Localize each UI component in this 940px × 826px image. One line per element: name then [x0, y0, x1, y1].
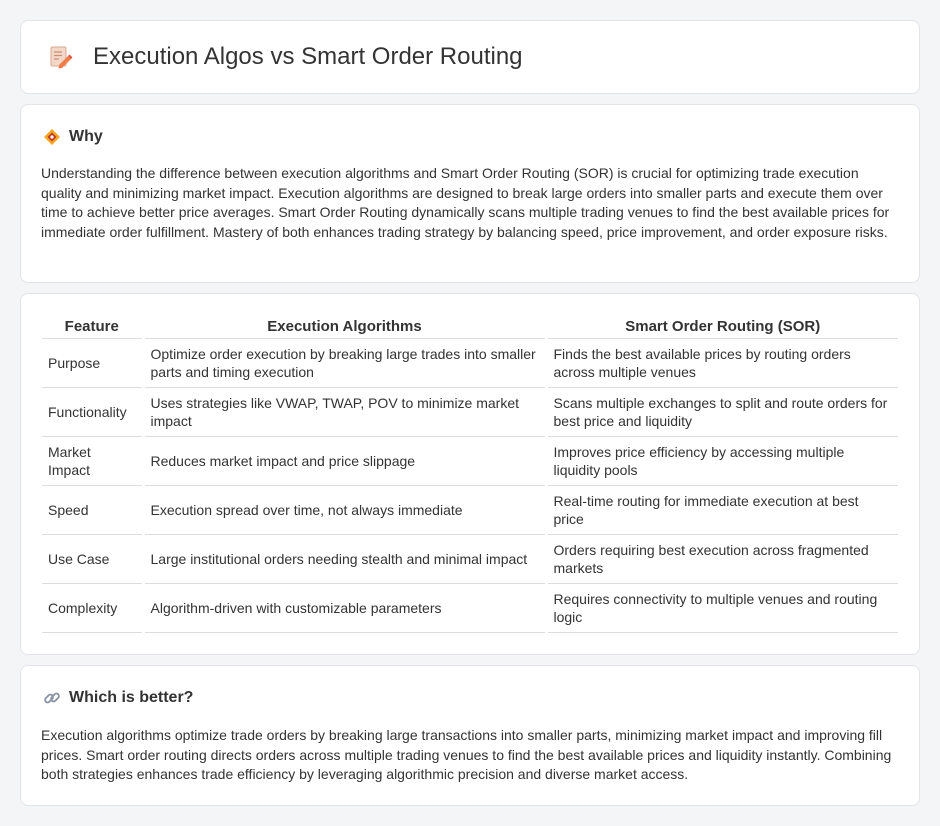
feature-cell: Functionality	[42, 387, 143, 436]
execution-cell: Large institutional orders needing stealth and minimal impact	[143, 534, 546, 583]
feature-cell: Market Impact	[42, 436, 143, 485]
diamond-icon	[43, 128, 61, 146]
feature-cell: Purpose	[42, 338, 143, 387]
title-card	[20, 20, 920, 94]
why-header	[21, 105, 919, 146]
sor-cell: Real-time routing for immediate execution at best price	[546, 485, 898, 534]
why-body: Understanding the difference between execution algorithms and Smart Order Routing (SOR) is crucial for optimizing trade execution quality and minimizing market impact. Execution algorithms are designed to break large orders into smaller parts and execute them over time to achieve better price averages. Smart Order Routing dynamically scans multiple trading venues to find the best available prices for immediate order fulfillment. Mastery of both enhances trading strategy by balancing speed, price improvement, and order exposure risks.	[41, 165, 890, 240]
better-title: Which is better?	[69, 689, 194, 706]
better-header	[21, 666, 919, 707]
sor-cell: Orders requiring best execution across fragmented markets	[546, 534, 898, 583]
page-title: Execution Algos vs Smart Order Routing	[93, 43, 523, 70]
better-body: Execution algorithms optimize trade orders by breaking large transactions into smaller parts, minimizing market impact and improving fill prices. Smart order routing directs orders across multiple trading venues to find the best available prices and liquidity instantly. Combining both strategies enhances trade efficiency by leveraging algorithmic precision and diverse market access.	[41, 727, 892, 783]
sor-cell: Requires connectivity to multiple venues and routing logic	[546, 583, 898, 632]
table-row	[42, 485, 898, 534]
sor-cell: Improves price efficiency by accessing multiple liquidity pools	[546, 436, 898, 485]
table-header-row	[42, 316, 898, 338]
table-row	[42, 387, 898, 436]
header-smart-order-routing: Smart Order Routing (SOR)	[546, 316, 898, 338]
feature-cell: Complexity	[42, 583, 143, 632]
which-is-better-section	[20, 665, 920, 806]
title-row	[21, 21, 919, 93]
execution-cell: Execution spread over time, not always immediate	[143, 485, 546, 534]
sor-cell: Scans multiple exchanges to split and route orders for best price and liquidity	[546, 387, 898, 436]
execution-cell: Optimize order execution by breaking large trades into smaller parts and timing execution	[143, 338, 546, 387]
table-row	[42, 534, 898, 583]
header-feature: Feature	[42, 316, 143, 338]
execution-cell: Reduces market impact and price slippage	[143, 436, 546, 485]
table-row	[42, 583, 898, 632]
execution-cell: Uses strategies like VWAP, TWAP, POV to minimize market impact	[143, 387, 546, 436]
why-title: Why	[69, 128, 103, 145]
comparison-table	[42, 316, 898, 633]
table-row	[42, 338, 898, 387]
feature-cell: Use Case	[42, 534, 143, 583]
why-section	[20, 104, 920, 283]
feature-cell: Speed	[42, 485, 143, 534]
memo-pencil-icon	[47, 44, 73, 70]
comparison-table-card	[20, 293, 920, 655]
header-execution-algorithms: Execution Algorithms	[143, 316, 546, 338]
execution-cell: Algorithm-driven with customizable parameters	[143, 583, 546, 632]
sor-cell: Finds the best available prices by routing orders across multiple venues	[546, 338, 898, 387]
link-icon	[43, 689, 61, 707]
table-row	[42, 436, 898, 485]
